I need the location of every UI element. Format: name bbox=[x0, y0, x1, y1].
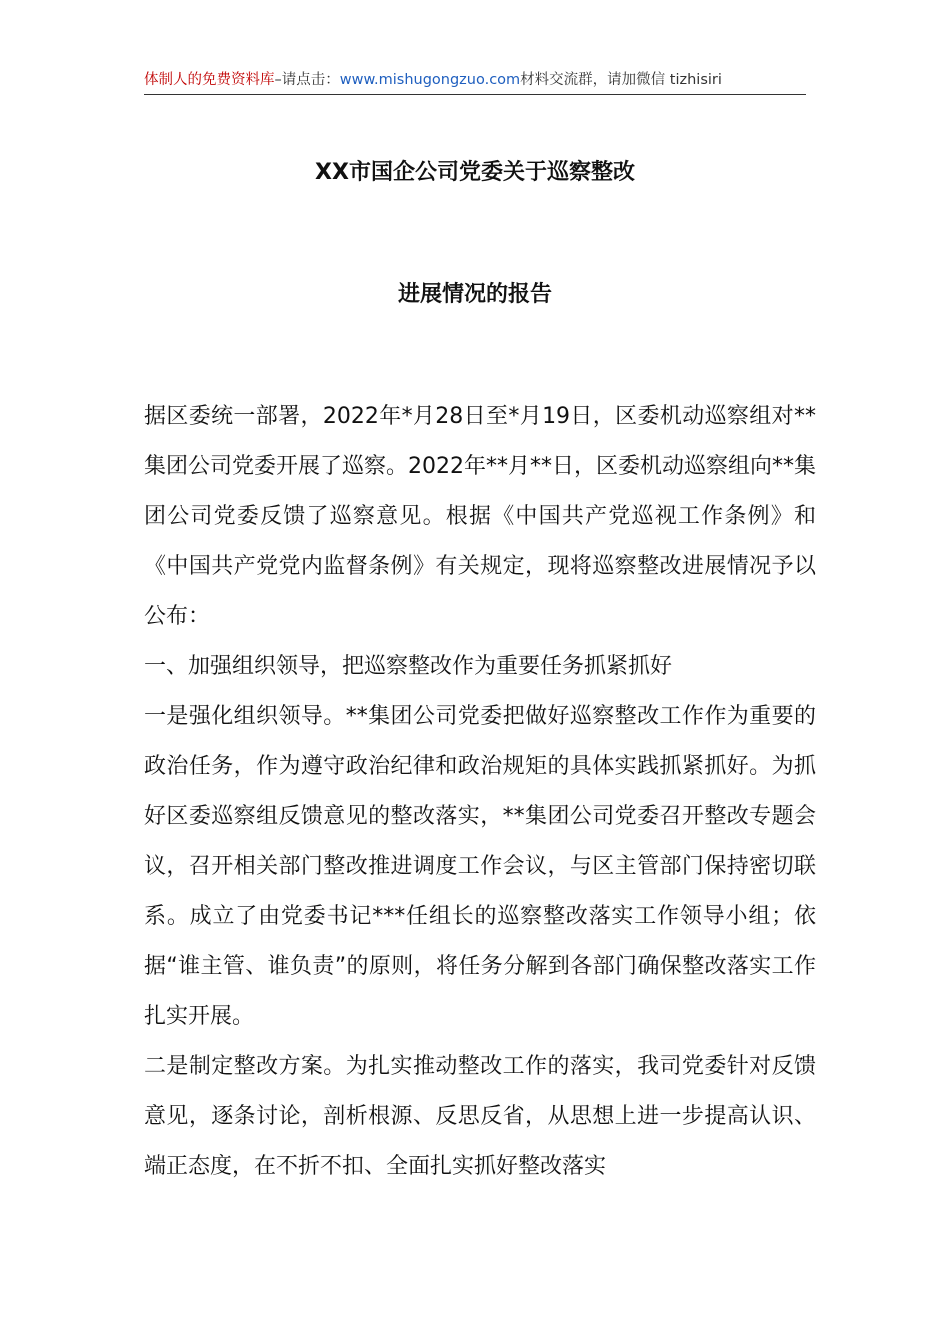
paragraph-point-1: 一是强化组织领导。**集团公司党委把做好巡察整改工作作为重要的政治任务，作为遵守政治纪律和政治规矩的具体实践抓紧抓好。为抓好区委巡察组反馈意见的整改落实，**集团公司党委召开整改专题会议，召开相关部门整改推进调度工作会议，与区主管部门保持密切联系。成立了由党委书记***任组长的巡察整改落实工作领导小组；依据“谁主管、谁负责”的原则，将任务分解到各部门确保整改落实工作扎实开展。 bbox=[144, 704, 816, 1029]
document-title-line-2: 进展情况的报告 bbox=[397, 282, 552, 307]
document-title-line-1: XX市国企公司党委关于巡察整改 bbox=[315, 160, 635, 185]
paragraph-intro: 据区委统一部署，2022年*月28日至*月19日，区委机动巡察组对**集团公司党委开展了巡察。2022年**月**日，区委机动巡察组向**集团公司党委反馈了巡察意见。根据《中国共产党巡视工作条例》和《中国共产党党内监督条例》有关规定，现将巡察整改进展情况予以公布： bbox=[144, 404, 816, 629]
paragraph-point-2: 二是制定整改方案。为扎实推动整改工作的落实，我司党委针对反馈意见，逐条讨论，剖析根源、反思反省，从思想上进一步提高认识、端正态度，在不折不扣、全面扎实抓好整改落实 bbox=[144, 1054, 816, 1179]
header-note-text: 材料交流群，请加微信 tizhisiri bbox=[520, 72, 722, 88]
page-header bbox=[144, 68, 806, 95]
document-body bbox=[144, 392, 816, 1192]
section-heading-1: 一、加强组织领导，把巡察整改作为重要任务抓紧抓好 bbox=[144, 654, 673, 679]
header-prompt-text: –请点击： bbox=[274, 72, 340, 88]
header-url-link[interactable]: www.mishugongzuo.com bbox=[339, 72, 521, 88]
header-brand-text: 体制人的免费资料库 bbox=[144, 72, 275, 88]
